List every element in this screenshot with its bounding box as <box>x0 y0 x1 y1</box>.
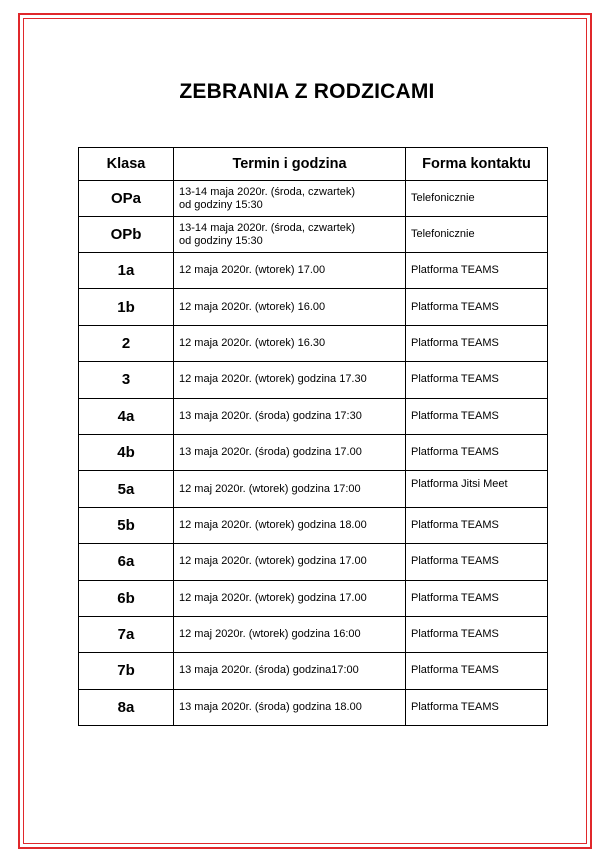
table-row <box>79 471 548 507</box>
table-row <box>79 653 548 689</box>
cell-klasa: 2 <box>79 325 174 361</box>
table-row <box>79 544 548 580</box>
cell-forma: Platforma TEAMS <box>406 507 548 543</box>
cell-klasa: 7b <box>79 653 174 689</box>
cell-termin <box>174 181 406 217</box>
cell-forma: Platforma TEAMS <box>406 653 548 689</box>
cell-klasa: 5b <box>79 507 174 543</box>
cell-forma: Platforma TEAMS <box>406 325 548 361</box>
table-row <box>79 616 548 652</box>
header-klasa: Klasa <box>79 148 174 181</box>
cell-termin: 12 maja 2020r. (wtorek) godzina 17.30 <box>174 362 406 398</box>
cell-termin: 12 maj 2020r. (wtorek) godzina 17:00 <box>174 471 406 507</box>
cell-forma: Platforma TEAMS <box>406 616 548 652</box>
table-row <box>79 325 548 361</box>
cell-klasa: 1b <box>79 289 174 325</box>
cell-klasa: OPa <box>79 181 174 217</box>
cell-termin: 12 maja 2020r. (wtorek) 16.30 <box>174 325 406 361</box>
table-row <box>79 253 548 289</box>
table-row <box>79 434 548 470</box>
cell-klasa: 3 <box>79 362 174 398</box>
cell-termin: 13 maja 2020r. (środa) godzina 17.00 <box>174 434 406 470</box>
cell-forma: Platforma TEAMS <box>406 398 548 434</box>
table-header-row <box>79 148 548 181</box>
cell-forma: Platforma TEAMS <box>406 689 548 725</box>
cell-klasa: 6a <box>79 544 174 580</box>
cell-forma: Platforma TEAMS <box>406 580 548 616</box>
cell-forma: Platforma TEAMS <box>406 289 548 325</box>
table-row <box>79 689 548 725</box>
cell-termin <box>174 217 406 253</box>
cell-termin: 12 maja 2020r. (wtorek) 16.00 <box>174 289 406 325</box>
schedule-table <box>78 147 548 726</box>
cell-termin: 13 maja 2020r. (środa) godzina 17:30 <box>174 398 406 434</box>
cell-forma: Platforma TEAMS <box>406 362 548 398</box>
cell-forma: Platforma TEAMS <box>406 434 548 470</box>
cell-klasa: 4a <box>79 398 174 434</box>
cell-klasa: 1a <box>79 253 174 289</box>
cell-termin: 12 maja 2020r. (wtorek) 17.00 <box>174 253 406 289</box>
cell-forma: Telefonicznie <box>406 181 548 217</box>
header-termin: Termin i godzina <box>174 148 406 181</box>
cell-forma: Platforma TEAMS <box>406 253 548 289</box>
table-row <box>79 289 548 325</box>
cell-termin: 12 maja 2020r. (wtorek) godzina 18.00 <box>174 507 406 543</box>
cell-klasa: 7a <box>79 616 174 652</box>
table-row <box>79 362 548 398</box>
table-row <box>79 398 548 434</box>
termin-line: od godziny 15:30 <box>179 198 263 211</box>
table-row <box>79 580 548 616</box>
cell-klasa: 5a <box>79 471 174 507</box>
page-title: ZEBRANIA Z RODZICAMI <box>179 80 435 103</box>
header-forma: Forma kontaktu <box>406 148 548 181</box>
cell-termin: 12 maja 2020r. (wtorek) godzina 17.00 <box>174 544 406 580</box>
cell-forma: Platforma TEAMS <box>406 544 548 580</box>
termin-line: od godziny 15:30 <box>179 234 263 247</box>
table-row <box>79 217 548 253</box>
termin-line: 13-14 maja 2020r. (środa, czwartek) <box>179 185 356 198</box>
termin-line: 13-14 maja 2020r. (środa, czwartek) <box>179 221 356 234</box>
cell-termin: 12 maja 2020r. (wtorek) godzina 17.00 <box>174 580 406 616</box>
table-row <box>79 507 548 543</box>
cell-klasa: 6b <box>79 580 174 616</box>
cell-klasa: 4b <box>79 434 174 470</box>
cell-forma: Telefonicznie <box>406 217 548 253</box>
cell-termin: 12 maj 2020r. (wtorek) godzina 16:00 <box>174 616 406 652</box>
cell-termin: 13 maja 2020r. (środa) godzina 18.00 <box>174 689 406 725</box>
cell-forma: Platforma Jitsi Meet <box>406 471 548 507</box>
cell-klasa: 8a <box>79 689 174 725</box>
table-row <box>79 181 548 217</box>
cell-termin: 13 maja 2020r. (środa) godzina17:00 <box>174 653 406 689</box>
cell-klasa: OPb <box>79 217 174 253</box>
